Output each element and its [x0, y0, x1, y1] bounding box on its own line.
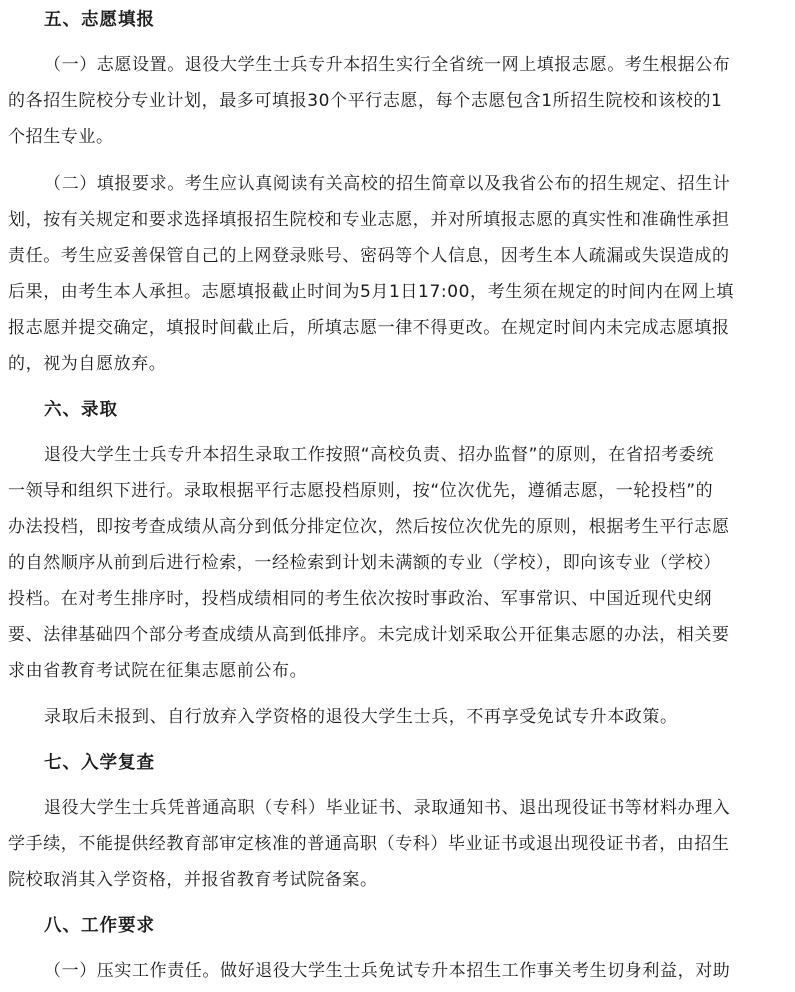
paragraph-line: 一领导和组织下进行。录取根据平行志愿投档原则，按“位次优先，遵循志愿，一轮投档”的 — [8, 481, 714, 501]
paragraph-line: 责任。考生应妥善保管自己的上网登录账号、密码等个人信息，因考生本人疏漏或失误造成的 — [8, 246, 730, 266]
paragraph-line: 投档。在对考生排序时，投档成绩相同的考生依次按时事政治、军事常识、中国近现代史纲 — [8, 589, 712, 609]
paragraph-line: 院校取消其入学资格，并报省教育考试院备案。 — [8, 870, 378, 890]
paragraph-line: （二）填报要求。考生应认真阅读有关高校的招生简章以及我省公布的招生规定、招生计 — [44, 174, 731, 194]
paragraph-line: 的各招生院校分专业计划，最多可填报30个平行志愿，每个志愿包含1所招生院校和该校的1 — [8, 91, 723, 111]
paragraph-line: 退役大学生士兵专升本招生录取工作按照“高校负责、招办监督”的原则，在省招考委统 — [44, 445, 715, 465]
paragraph-line: （一）压实工作责任。做好退役大学生士兵免试专升本招生工作事关考生切身利益，对助 — [44, 961, 731, 981]
section-heading-6: 六、录取 — [44, 400, 118, 420]
paragraph-line: 录取后未报到、自行放弃入学资格的退役大学生士兵，不再享受免试专升本政策。 — [44, 707, 678, 727]
section-heading-8: 八、工作要求 — [44, 916, 155, 936]
paragraph-line: 的自然顺序从前到后进行检索，一经检索到计划未满额的专业（学校），即向该专业（学校） — [8, 553, 722, 573]
paragraph-line: （一）志愿设置。退役大学生士兵专升本招生实行全省统一网上填报志愿。考生根据公布 — [44, 55, 731, 75]
paragraph-line: 求由省教育考试院在征集志愿前公布。 — [8, 661, 308, 681]
paragraph-line: 后果，由考生本人承担。志愿填报截止时间为5月1日17:00，考生须在规定的时间内在网上填 — [8, 282, 735, 302]
section-heading-7: 七、入学复查 — [44, 753, 155, 773]
paragraph-line: 报志愿并提交确定，填报时间截止后，所填志愿一律不得更改。在规定时间内未完成志愿填报 — [8, 318, 730, 338]
paragraph-line: 学手续，不能提供经教育部审定核准的普通高职（专科）毕业证书或退出现役证书者，由招生 — [8, 834, 730, 854]
paragraph-line: 的，视为自愿放弃。 — [8, 354, 167, 374]
section-heading-5: 五、志愿填报 — [44, 10, 155, 30]
paragraph-line: 办法投档，即按考查成绩从高分到低分排定位次，然后按位次优先的原则，根据考生平行志愿 — [8, 517, 730, 537]
paragraph-line: 退役大学生士兵凭普通高职（专科）毕业证书、录取通知书、退出现役证书等材料办理入 — [44, 798, 731, 818]
paragraph-line: 要、法律基础四个部分考查成绩从高到低排序。未完成计划采取公开征集志愿的办法，相关要 — [8, 625, 730, 645]
paragraph-line: 划，按有关规定和要求选择填报招生院校和专业志愿，并对所填报志愿的真实性和准确性承担 — [8, 210, 730, 230]
paragraph-line: 个招生专业。 — [8, 127, 114, 147]
